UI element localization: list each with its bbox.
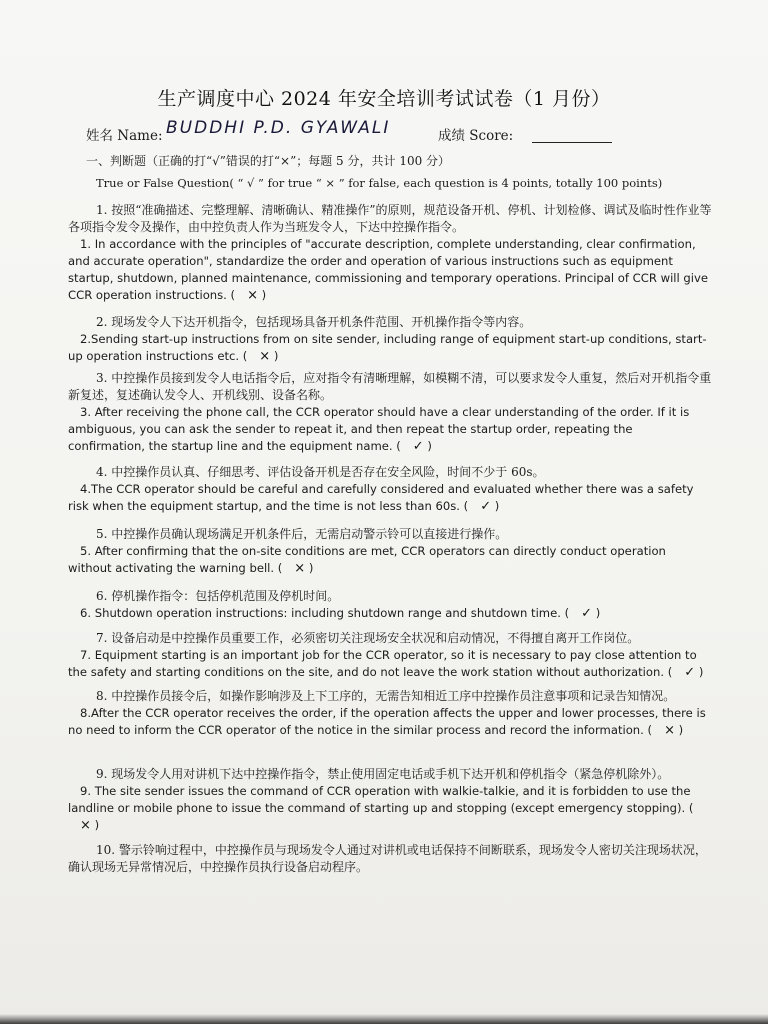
name-score-row bbox=[86, 118, 726, 150]
answer-mark: ✓ bbox=[412, 439, 424, 454]
question-4: 4. 中控操作员认真、仔细思考、评估设备开机是否存在安全风险，时间不少于 60s。 4.The CCR operator should be careful and carefully considered and evaluated whether there was a safety risk when the equipment startup, and the time is not less than 60s. ( ✓ ) bbox=[68, 464, 712, 515]
question-en: 8.After the CCR operator receives the order, if the operation affects the upper and lower processes, there is no need to inform the CCR operator of the notice in the similar process and record the information. ( bbox=[68, 706, 706, 737]
section-heading-en: True or False Question( “ √ ” for true “ × ” for false, each question is 4 points, totally 100 points) bbox=[96, 176, 663, 190]
question-7: 7. 设备启动是中控操作员重要工作，必须密切关注现场安全状况和启动情况，不得擅自离开工作岗位。 7. Equipment starting is an important job for the CCR operator, so it is necessary to pay close attention to the safety and starting conditions on the site, and do not leave the work station without authorization. ( ✓ ) bbox=[68, 630, 712, 681]
question-2: 2. 现场发令人下达开机指令，包括现场具备开机条件范围、开机操作指令等内容。 2.Sending start-up instructions from on site sender, including range of equipment start-up conditions, start-up operation instructions etc. ( × ) bbox=[68, 314, 712, 365]
question-1: 1. 按照“准确描述、完整理解、清晰确认、精准操作”的原则，规范设备开机、停机、计划检修、调试及临时性作业等各项指令发令及操作，由中控负责人作为当班发令人，下达中控操作指令。 1. In accordance with the principles of "accurate description, complete understanding, clear confirmation, and accurate operation", standardize the order and operation of various instructions such as equipment startup, shutdown, planned maintenance, commissioning and temporary operations. Principal of CCR will give CCR operation instructions. ( × ) bbox=[68, 203, 712, 303]
question-zh: 1. 按照“准确描述、完整理解、清晰确认、精准操作”的原则，规范设备开机、停机、计划检修、调试及临时性作业等各项指令发令及操作，由中控负责人作为当班发令人，下达中控操作指令。 bbox=[68, 203, 712, 234]
question-en: 4.The CCR operator should be careful and carefully considered and evaluated whether there was a safety risk when the equipment startup, and the time is not less than 60s. ( bbox=[68, 482, 694, 513]
question-zh: 8. 中控操作员接令后，如操作影响涉及上下工序的，无需告知相近工序中控操作员注意事项和记录告知情况。 bbox=[96, 689, 676, 703]
answer-mark: × bbox=[259, 349, 271, 364]
exam-title: 生产调度中心 2024 年安全培训考试试卷（1 月份） bbox=[157, 88, 611, 110]
question-en: 5. After confirming that the on-site conditions are met, CCR operators can directly conduct operation without activating the warning bell. ( bbox=[68, 544, 666, 575]
answer-mark: × bbox=[247, 288, 258, 303]
scan-shadow bbox=[0, 1014, 768, 1024]
question-zh: 7. 设备启动是中控操作员重要工作，必须密切关注现场安全状况和启动情况，不得擅自离开工作岗位。 bbox=[96, 631, 640, 645]
question-en: 1. In accordance with the principles of "accurate description, complete understanding, clear confirmation, and accurate operation", standardize the order and operation of various instructions such as equipment startup, shutdown, planned maintenance, commissioning and temporary operations. Principal of CCR will give CCR operation instructions. ( bbox=[68, 237, 708, 302]
score-label: 成绩 Score: bbox=[438, 128, 514, 144]
question-en: 9. The site sender issues the command of CCR operation with walkie-talkie, and it is forbidden to use the landline or mobile phone to issue the command of starting up and stopping (except emergency stopping). ( bbox=[68, 784, 694, 815]
question-zh: 10. 警示铃响过程中，中控操作员与现场发令人通过对讲机或电话保持不间断联系，现场发令人密切关注现场状况，确认现场无异常情况后，中控操作员执行设备启动程序。 bbox=[68, 843, 707, 874]
name-label: 姓名 Name: bbox=[86, 128, 163, 144]
question-10 bbox=[68, 842, 712, 876]
question-en: 6. Shutdown operation instructions: including shutdown range and shutdown time. ( bbox=[80, 606, 570, 620]
question-9: 9. 现场发令人用对讲机下达中控操作指令，禁止使用固定电话或手机下达开机和停机指令（紧急停机除外）。 9. The site sender issues the command of CCR operation with walkie-talkie, and it is forbidden to use the landline or mobile phone to issue the command of starting up and stopping (except emergency stopping). (× ) bbox=[68, 766, 712, 834]
question-5: 5. 中控操作员确认现场满足开机条件后，无需启动警示铃可以直接进行操作。 5. After confirming that the on-site conditions are met, CCR operators can directly conduct operation without activating the warning bell. ( × ) bbox=[68, 526, 712, 577]
question-en: 2.Sending start-up instructions from on site sender, including range of equipment start-up conditions, start-up operation instructions etc. ( bbox=[68, 332, 707, 363]
question-zh: 4. 中控操作员认真、仔细思考、评估设备开机是否存在安全风险，时间不少于 60s。 bbox=[96, 465, 545, 479]
section-heading-zh: 一、判断题（正确的打“√”错误的打“×”；每题 5 分，共计 100 分） bbox=[86, 154, 451, 168]
question-zh: 3. 中控操作员接到发令人电话指令后，应对指令有清晰理解，如模糊不清，可以要求发令人重复，然后对开机指令重新复述，复述确认发令人、开机线别、设备名称。 bbox=[68, 371, 712, 402]
question-en: 7. Equipment starting is an important job for the CCR operator, so it is necessary to pay close attention to the safety and starting conditions on the site, and do not leave the work station without authorization. ( bbox=[68, 648, 697, 679]
answer-mark: ✓ bbox=[581, 606, 593, 621]
question-zh: 5. 中控操作员确认现场满足开机条件后，无需启动警示铃可以直接进行操作。 bbox=[96, 527, 508, 541]
question-zh: 9. 现场发令人用对讲机下达中控操作指令，禁止使用固定电话或手机下达开机和停机指令（紧急停机除外）。 bbox=[96, 767, 670, 781]
question-zh: 6. 停机操作指令：包括停机范围及停机时间。 bbox=[96, 589, 340, 603]
question-zh: 2. 现场发令人下达开机指令，包括现场具备开机条件范围、开机操作指令等内容。 bbox=[96, 315, 532, 329]
question-3: 3. 中控操作员接到发令人电话指令后，应对指令有清晰理解，如模糊不清，可以要求发令人重复，然后对开机指令重新复述，复述确认发令人、开机线别、设备名称。 3. After receiving the phone call, the CCR operator should have a clear understanding of the order. If it is ambiguous, you can ask the sender to repeat it, and then repeat the startup order, repeating the confirmation, the startup line and the equipment name. ( ✓ ) bbox=[68, 371, 712, 454]
question-8: 8. 中控操作员接令后，如操作影响涉及上下工序的，无需告知相近工序中控操作员注意事项和记录告知情况。 8.After the CCR operator receives the order, if the operation affects the upper and lower processes, there is no need to inform the CCR operator of the notice in the similar process and record the information. ( × ) bbox=[68, 688, 712, 739]
question-6: 6. 停机操作指令：包括停机范围及停机时间。 6. Shutdown operation instructions: including shutdown range and shutdown time. ( ✓ ) bbox=[68, 588, 712, 622]
answer-mark: × bbox=[80, 818, 91, 833]
handwritten-name: BUDDHI P.D. GYAWALI bbox=[166, 118, 391, 138]
answer-mark: ✓ bbox=[480, 499, 492, 514]
answer-mark: × bbox=[294, 561, 306, 576]
question-en: 3. After receiving the phone call, the CCR operator should have a clear understanding of the order. If it is ambiguous, you can ask the sender to repeat it, and then repeat the startup order, repeating the confirmation, the startup line and the equipment name. ( bbox=[68, 405, 690, 453]
answer-mark: ✓ bbox=[684, 665, 696, 680]
score-blank-line bbox=[532, 142, 612, 143]
answer-mark: × bbox=[664, 723, 675, 738]
